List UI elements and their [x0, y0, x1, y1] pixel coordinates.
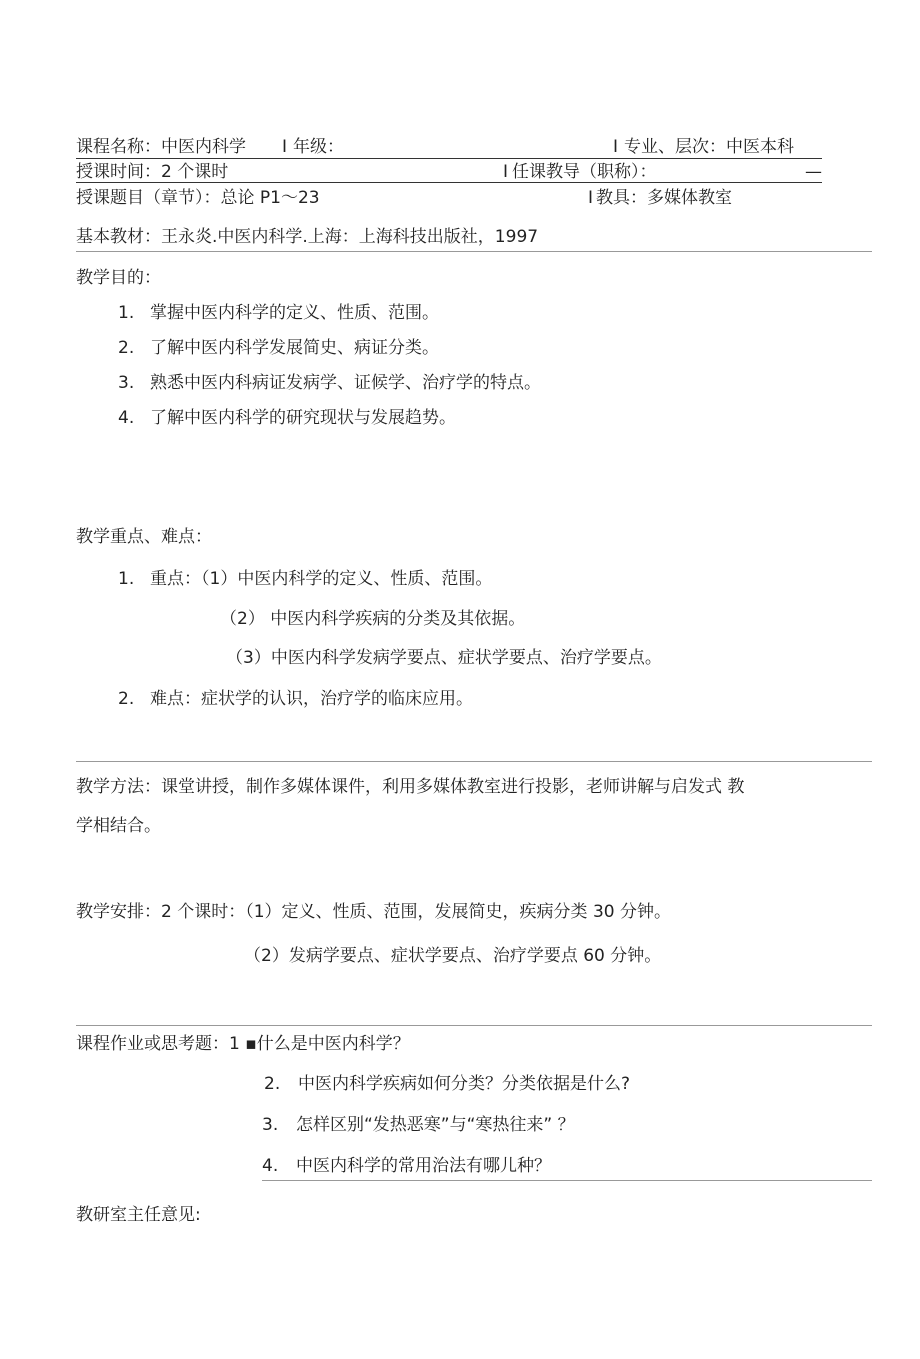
- underline: [76, 158, 822, 159]
- key-point-num: 1.: [118, 569, 135, 589]
- major-level: 专业、层次：中医本科: [624, 137, 794, 157]
- divider: [76, 1025, 872, 1026]
- objective-text: 熟悉中医内科病证发病学、证候学、治疗学的特点。: [150, 373, 541, 393]
- separator: I: [613, 137, 619, 157]
- objective-text: 了解中医内科学发展简史、病证分类。: [150, 338, 439, 358]
- homework-num: 2.: [264, 1074, 281, 1094]
- homework-title: 课程作业或思考题：1 ▪什么是中医内科学？: [76, 1034, 410, 1054]
- teacher-label: 任课教导（职称）：: [512, 162, 657, 182]
- separator: I: [588, 188, 594, 208]
- teaching-aids: 教具：多媒体教室: [596, 188, 732, 208]
- grade-label: 年级：: [293, 137, 344, 157]
- homework-text: 怎样区别“发热恶寒”与“寒热往来” ？: [296, 1115, 575, 1135]
- objective-text: 了解中医内科学的研究现状与发展趋势。: [150, 408, 456, 428]
- homework-num: 3.: [262, 1115, 279, 1135]
- objectives-title: 教学目的：: [76, 268, 161, 288]
- textbook: 基本教材：王永炎.中医内科学.上海：上海科技出版社，1997: [76, 227, 539, 247]
- methods-line: 教学方法：课堂讲授，制作多媒体课件，利用多媒体教室进行投影，老师讲解与启发式 教: [76, 777, 745, 797]
- objective-text: 掌握中医内科学的定义、性质、范围。: [150, 303, 439, 323]
- homework-text: 中医内科学疾病如何分类？分类依据是什么?: [298, 1074, 631, 1094]
- divider: [76, 251, 872, 252]
- director-opinion: 教研室主任意见:: [76, 1205, 201, 1225]
- class-time: 授课时间：2 个课时: [76, 162, 229, 182]
- divider: [262, 1180, 872, 1181]
- teacher-value: —: [805, 162, 822, 182]
- homework-num: 4.: [262, 1156, 279, 1176]
- divider: [76, 761, 872, 762]
- separator: I: [503, 162, 509, 182]
- underline: [76, 182, 822, 183]
- methods-line: 学相结合。: [76, 816, 161, 836]
- arrangement-line: 教学安排：2 个课时：（1）定义、性质、范围，发展简史，疾病分类 30 分钟。: [76, 902, 671, 922]
- course-name: 课程名称：中医内科学: [76, 137, 246, 157]
- objective-num: 1.: [118, 303, 135, 323]
- separator: I: [282, 137, 288, 157]
- objective-num: 2.: [118, 338, 135, 358]
- homework-text: 中医内科学的常用治法有哪儿种？: [296, 1156, 551, 1176]
- objective-num: 4.: [118, 408, 135, 428]
- objective-num: 3.: [118, 373, 135, 393]
- topic: 授课题目（章节）：总论 P1～23: [76, 188, 320, 208]
- key-points-title: 教学重点、难点：: [76, 527, 212, 547]
- key-point-text: 重点：（1）中医内科学的定义、性质、范围。: [150, 569, 493, 589]
- key-point-num: 2.: [118, 689, 135, 709]
- key-point-text: （3）中医内科学发病学要点、症状学要点、治疗学要点。: [226, 648, 662, 668]
- difficulty-text: 难点：症状学的认识，治疗学的临床应用。: [150, 689, 473, 709]
- key-point-text: （2） 中医内科学疾病的分类及其依据。: [220, 609, 526, 629]
- arrangement-line: （2）发病学要点、症状学要点、治疗学要点 60 分钟。: [244, 946, 662, 966]
